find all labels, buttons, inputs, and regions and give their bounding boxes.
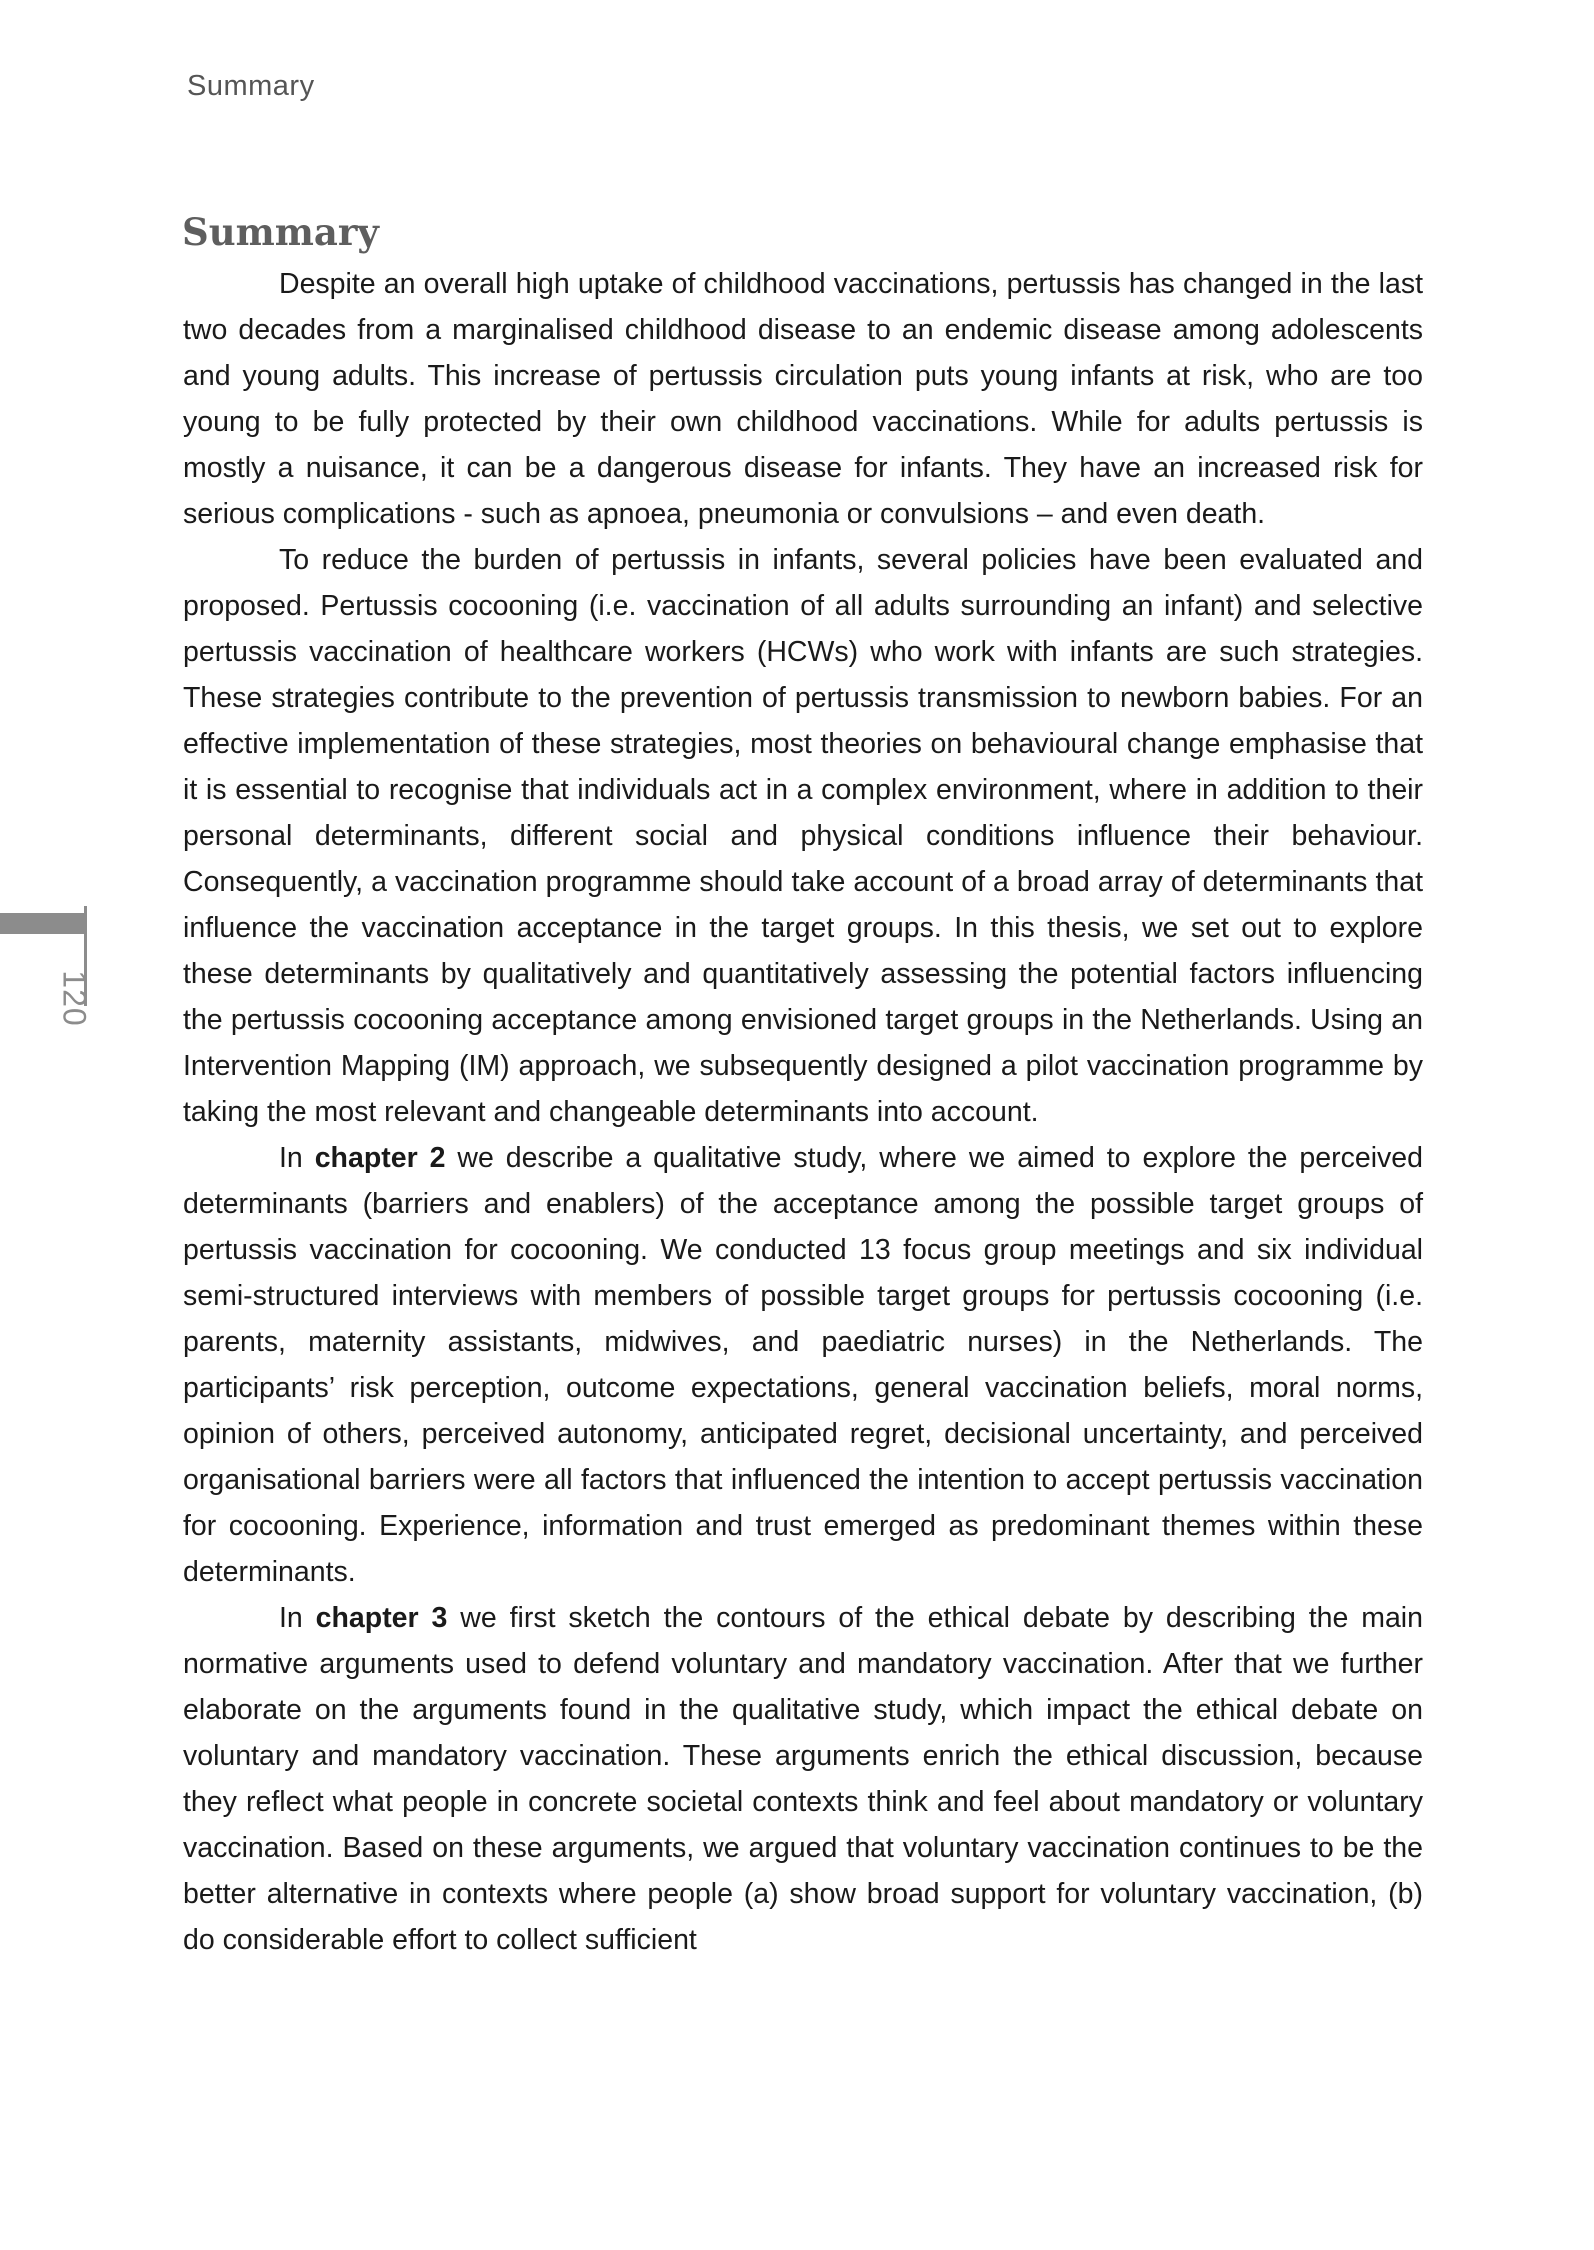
paragraph-4 [183,1595,1423,1963]
paragraph-3-body: we describe a qualitative study, where we aimed to explore the perceived determinants (barriers and enablers) of the acceptance among the possible target groups of pertussis vaccination for cocooning. We conducted 13 focus group meetings and six individual semi-structured interviews with members of possible target groups for pertussis cocooning (i.e. parents, maternity assistants, midwives, and paediatric nurses) in the Netherlands. The participants’ risk perception, outcome expectations, general vaccination beliefs, moral norms, opinion of others, perceived autonomy, anticipated regret, decisional uncertainty, and perceived organisational barriers were all factors that influenced the intention to accept pertussis vaccination for cocooning. Experience, information and trust emerged as predominant themes within these determinants. [183,1142,1423,1588]
running-header: Summary [187,70,315,102]
page-number: 120 [56,970,93,1027]
page-edge-tab [0,913,84,934]
paragraph-2: To reduce the burden of pertussis in infants, several policies have been evaluated and proposed. Pertussis cocooning (i.e. vaccination of all adults surrounding an infant) and selective pertussis vaccination of healthcare workers (HCWs) who work with infants are such strategies. These strategies contribute to the prevention of pertussis transmission to newborn babies. For an effective implementation of these strategies, most theories on behavioural change emphasise that it is essential to recognise that individuals act in a complex environment, where in addition to their personal determinants, different social and physical conditions influence their behaviour. Consequently, a vaccination programme should take account of a broad array of determinants that influence the vaccination acceptance in the target groups. In this thesis, we set out to explore these determinants by qualitatively and quantitatively assessing the potential factors influencing the pertussis cocooning acceptance among envisioned target groups in the Netherlands. Using an Intervention Mapping (IM) approach, we subsequently designed a pilot vaccination programme by taking the most relevant and changeable determinants into account. [183,544,1423,1128]
paragraph-3 [183,1135,1423,1595]
section-title: Summary [182,210,379,254]
paragraph-1: Despite an overall high uptake of childhood vaccinations, pertussis has changed in the last two decades from a marginalised childhood disease to an endemic disease among adolescents and young adults. This increase of pertussis circulation puts young infants at risk, who are too young to be fully protected by their own childhood vaccinations. While for adults pertussis is mostly a nuisance, it can be a dangerous disease for infants. They have an increased risk for serious complications - such as apnoea, pneumonia or convulsions – and even death. [183,268,1423,530]
paragraph-4-lead: In [279,1602,316,1634]
chapter-2-reference: chapter 2 [314,1142,446,1174]
paragraph-3-lead: In [279,1142,315,1174]
chapter-3-reference: chapter 3 [315,1602,448,1634]
paragraph-4-body: we first sketch the contours of the ethical debate by describing the main normative arguments used to defend voluntary and mandatory vaccination. After that we further elaborate on the arguments found in the qualitative study, which impact the ethical debate on voluntary and mandatory vaccination. These arguments enrich the ethical discussion, because they reflect what people in concrete societal contexts think and feel about mandatory or voluntary vaccination. Based on these arguments, we argued that voluntary vaccination continues to be the better alternative in contexts where people (a) show broad support for voluntary vaccination, (b) do considerable effort to collect sufficient [183,1602,1423,1956]
body-text [183,261,1423,1963]
